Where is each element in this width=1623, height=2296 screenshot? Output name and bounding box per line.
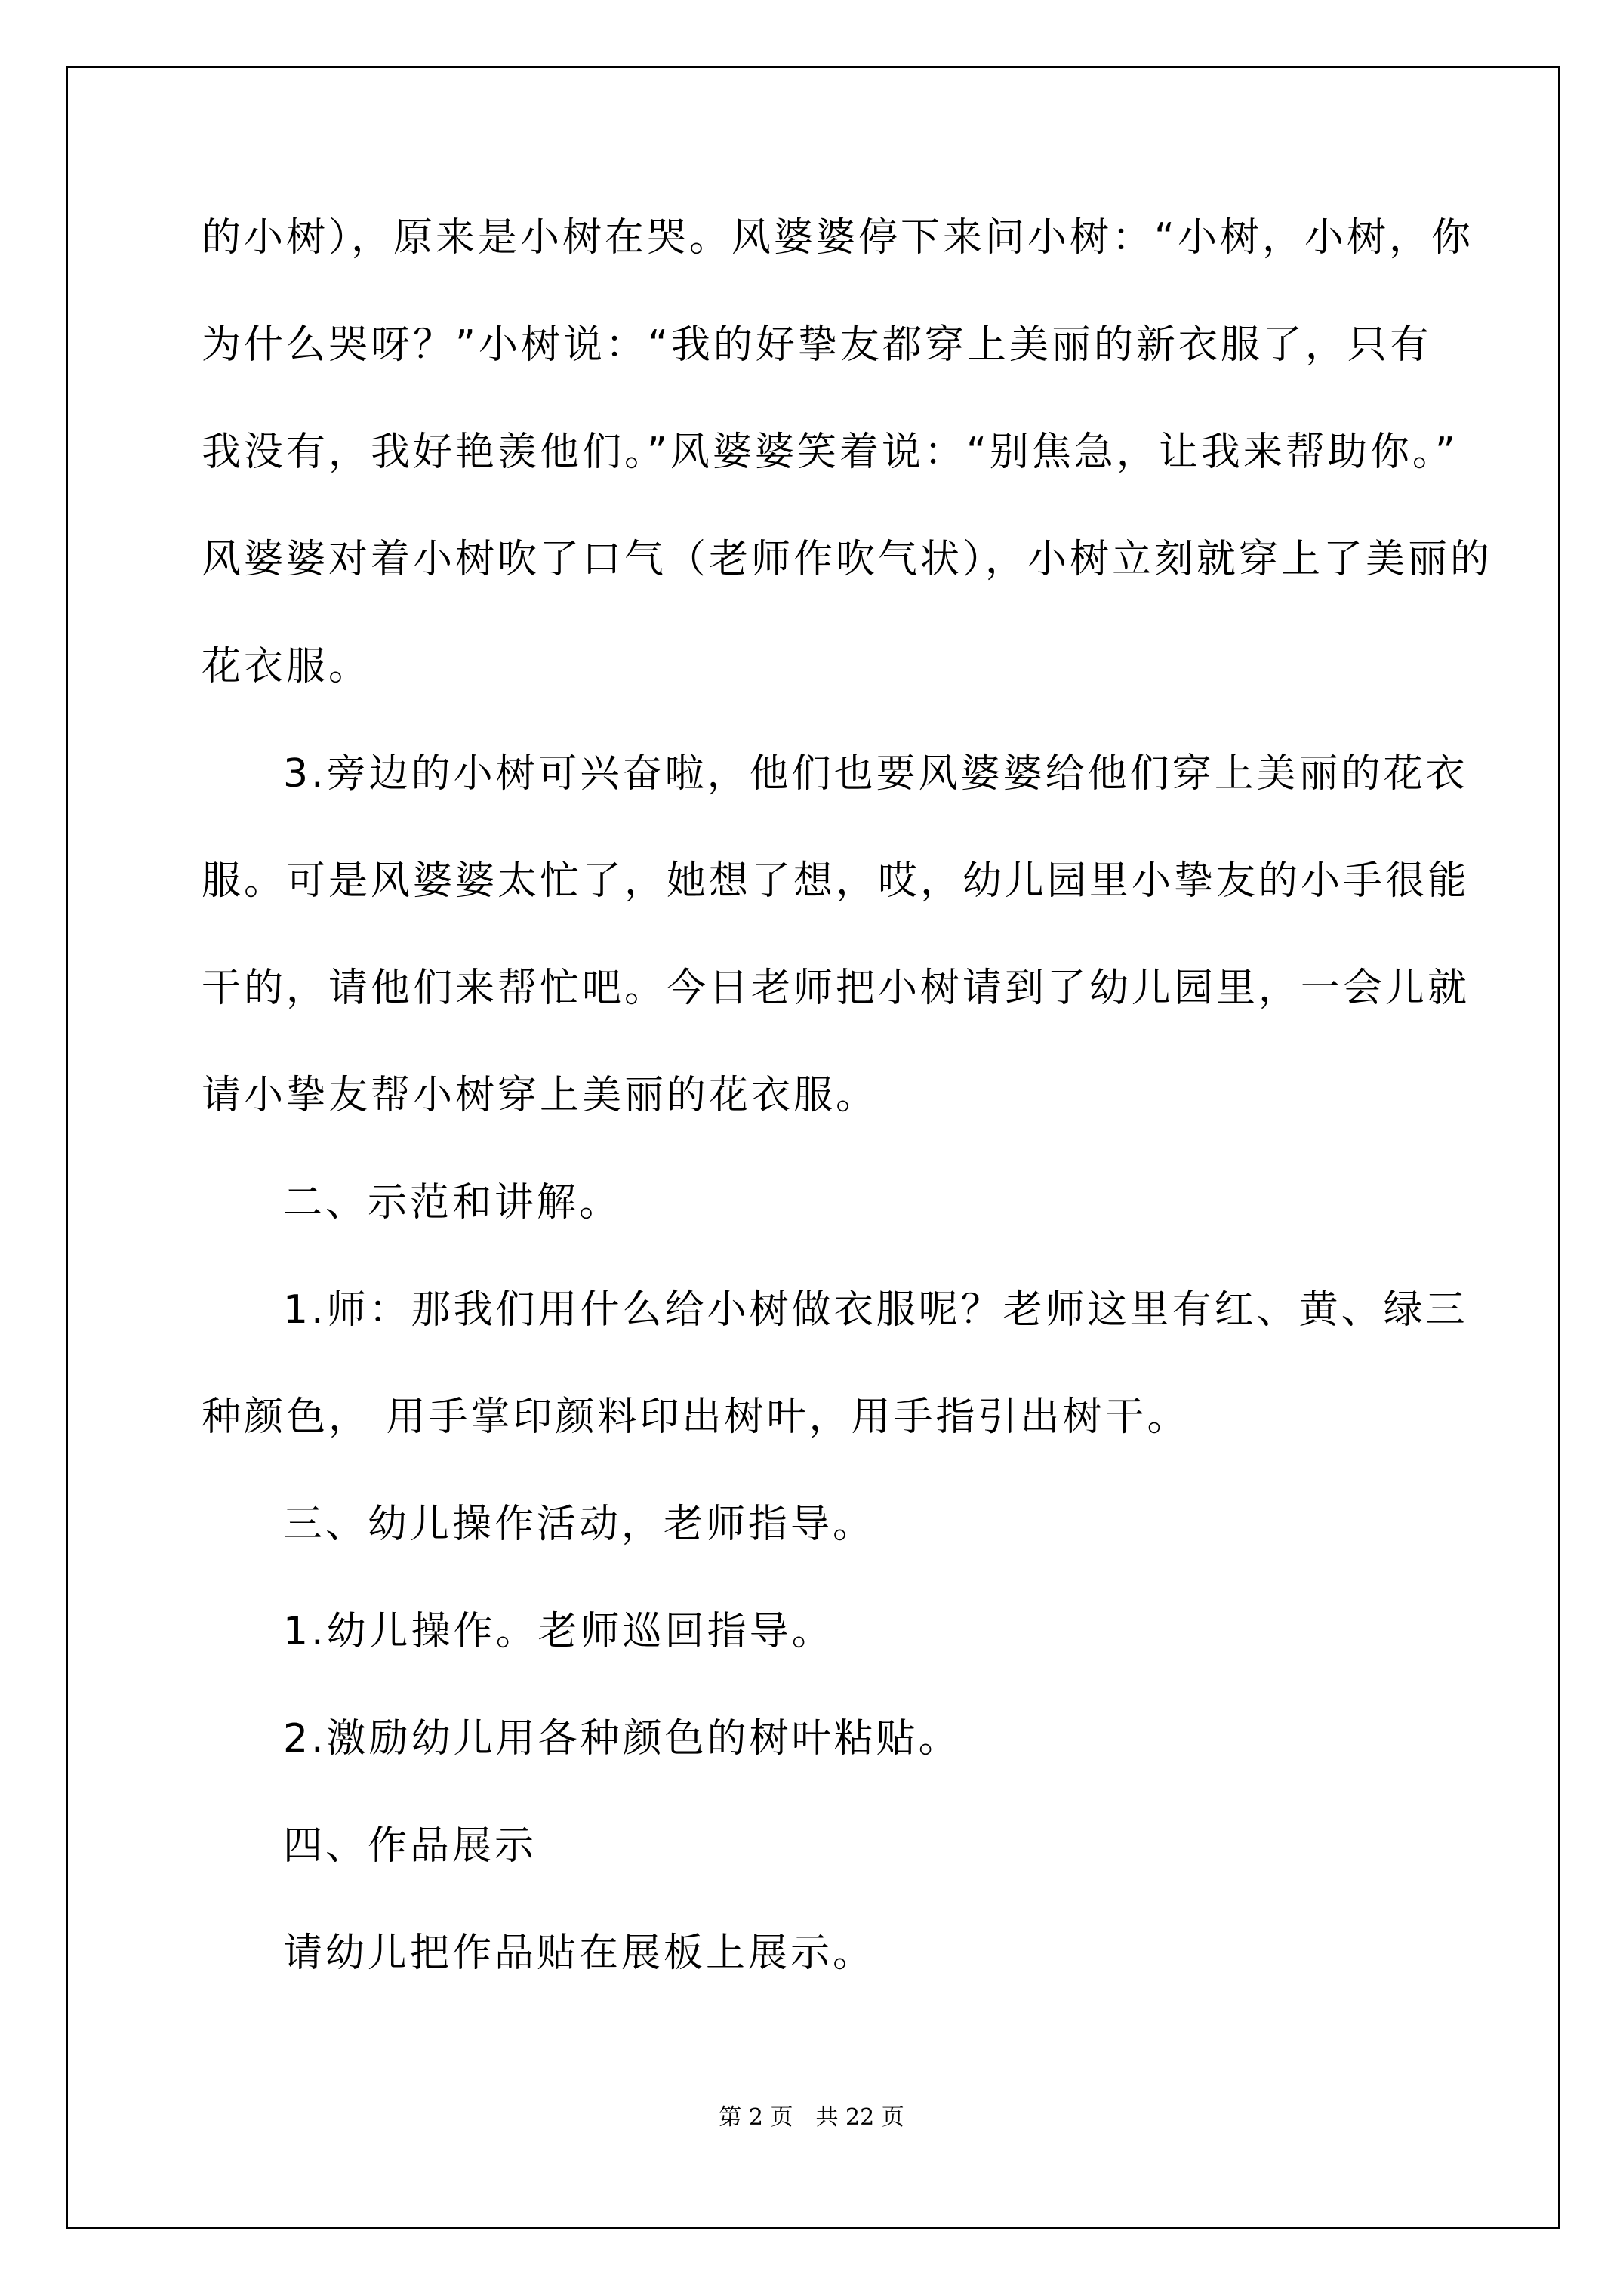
text-line: 2.激励幼儿用各种颜色的树叶粘贴。: [283, 1716, 961, 1761]
text-line: 二、示范和讲解。: [283, 1180, 622, 1225]
text-line: 服。可是风婆婆太忙了，她想了想，哎，幼儿园里小挚友的小手很能: [202, 858, 1471, 904]
paragraph: [202, 751, 1515, 1118]
section-heading: [202, 1823, 1515, 1869]
text-line: 种颜色， 用手掌印颜料印出树叶，用手指引出树干。: [202, 1395, 1190, 1440]
text-line: 四、作品展示: [283, 1823, 537, 1869]
text-line: 1.幼儿操作。老师巡回指导。: [283, 1609, 834, 1654]
paragraph: [202, 1287, 1515, 1440]
document-body: [202, 215, 1515, 2038]
text-line: 我没有，我好艳羡他们。”风婆婆笑着说：“别焦急，让我来帮助你。”: [202, 430, 1458, 475]
text-line: 干的，请他们来帮忙吧。今日老师把小树请到了幼儿园里，一会儿就: [202, 966, 1471, 1011]
text-line: 为什么哭呀？”小树说：“我的好挚友都穿上美丽的新衣服了，只有: [202, 322, 1432, 368]
text-line: 的小树），原来是小树在哭。风婆婆停下来问小树：“小树，小树，你: [202, 215, 1474, 260]
paragraph: [202, 1716, 1515, 1761]
paragraph: [202, 215, 1515, 689]
paragraph: [202, 1609, 1515, 1654]
text-line: 花衣服。: [202, 644, 371, 689]
text-line: 三、幼儿操作活动，老师指导。: [283, 1502, 876, 1547]
paragraph: [202, 1931, 1515, 1976]
page-number-footer: 第 2 页 共 22 页: [719, 2104, 904, 2131]
text-line: 风婆婆对着小树吹了口气（老师作吹气状），小树立刻就穿上了美丽的: [202, 537, 1493, 582]
text-line: 3.旁边的小树可兴奋啦，他们也要风婆婆给他们穿上美丽的花衣: [283, 751, 1468, 797]
section-heading: [202, 1502, 1515, 1547]
text-line: 请幼儿把作品贴在展板上展示。: [283, 1931, 876, 1976]
text-line: 1.师：那我们用什么给小树做衣服呢？老师这里有红、黄、绿三: [283, 1287, 1468, 1333]
text-line: 请小挚友帮小树穿上美丽的花衣服。: [202, 1073, 879, 1118]
section-heading: [202, 1180, 1515, 1225]
